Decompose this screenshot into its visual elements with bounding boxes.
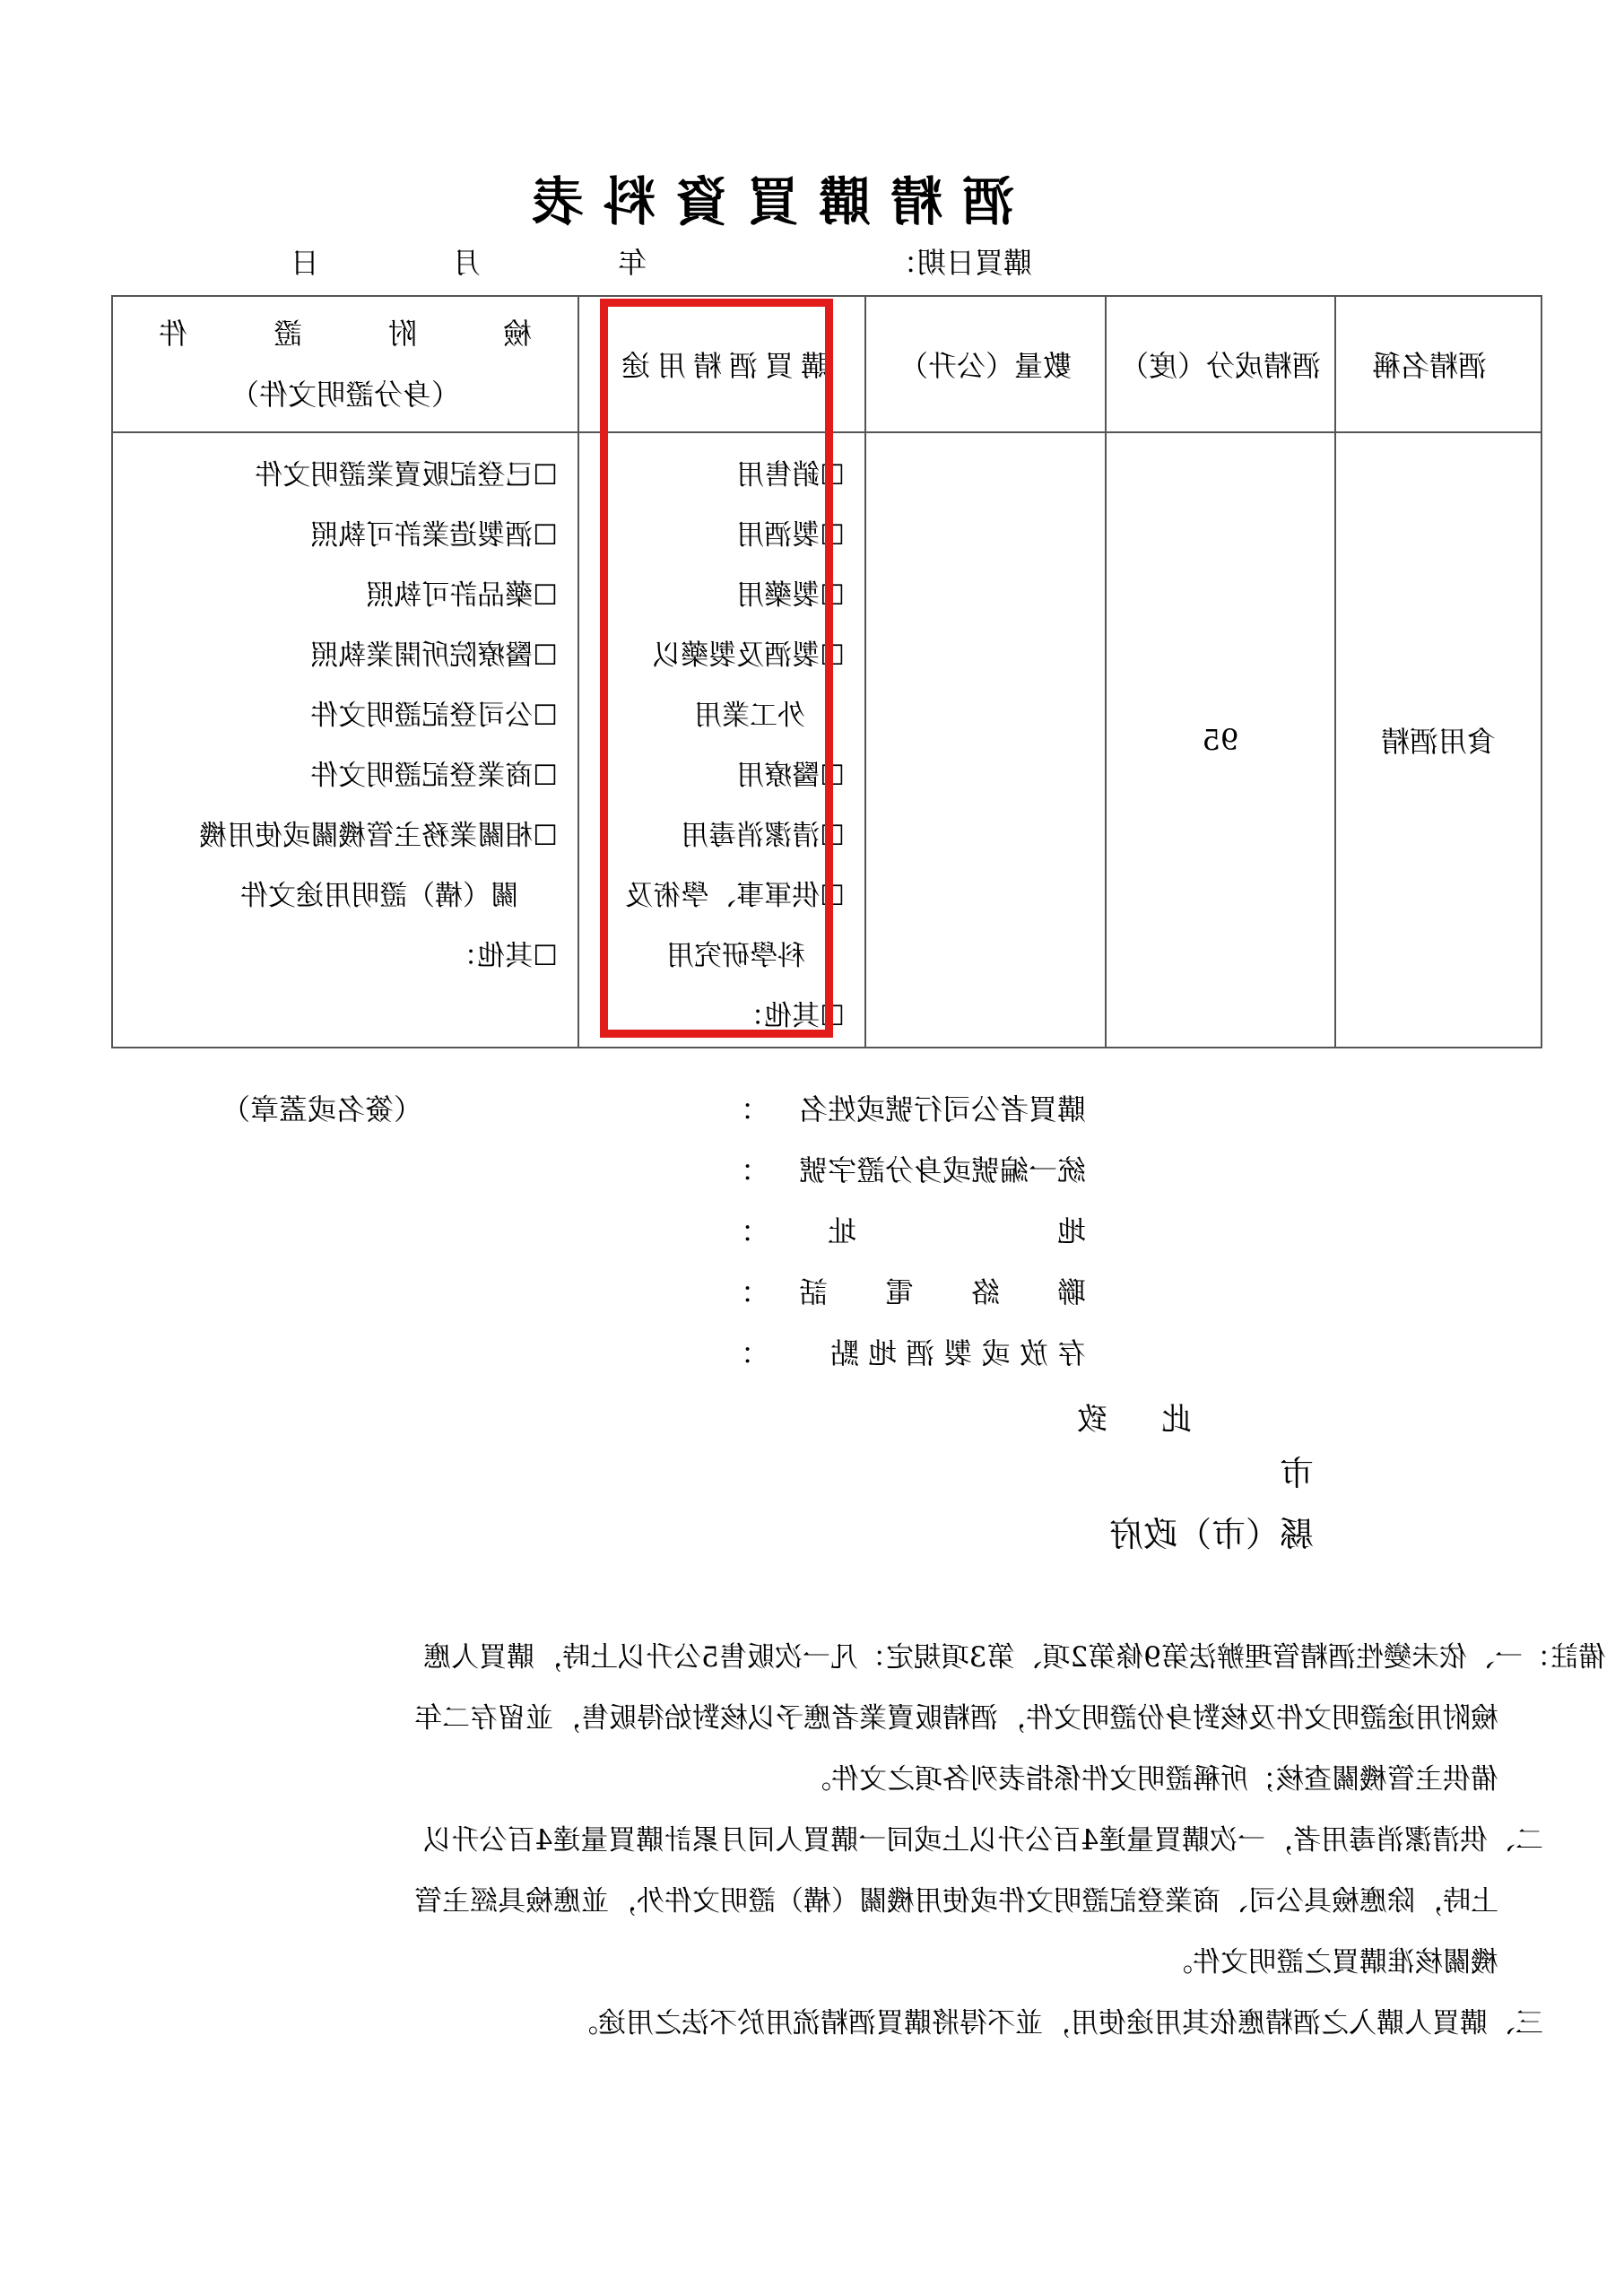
note-1-line-1: 備註：一、依未變性酒精管理辦法第9條第2項、第3項規定：凡一次販售5公升以上時，購買人應: [423, 1641, 1606, 1674]
cell-alcohol-name: 食用酒精: [1335, 432, 1541, 1048]
purpose-option[interactable]: ☐製酒及製藥以: [653, 639, 845, 672]
purpose-option-continued: 科學研究用: [666, 940, 805, 972]
recipient-city: 市: [1279, 1454, 1314, 1493]
buyer-name-label: 購買者公司行號或姓名: [798, 1092, 1086, 1126]
note-3-line-1: 三、購買人購入之酒精應依其用途使用，並不得將購買酒精流用於不法之用途。: [570, 2007, 1543, 2039]
attachment-option-continued: 關（構）證明用途文件: [240, 880, 518, 912]
recipient-county-government: 縣（市）政府: [1108, 1515, 1314, 1554]
attachment-option[interactable]: ☐商業登記證明文件: [310, 760, 558, 792]
storage-location-row: [725, 1331, 1086, 1372]
attachment-list: [112, 432, 578, 1048]
colon: ：: [725, 1275, 754, 1309]
colon: ：: [725, 1336, 754, 1370]
buyer-name-row: [725, 1087, 1086, 1128]
header-quantity: 數量（公升）: [865, 296, 1106, 432]
header-attached-documents: [112, 296, 578, 432]
attachment-option[interactable]: ☐酒製造業許可執照: [310, 519, 558, 552]
form-title: 酒精購買資料表: [511, 171, 1014, 232]
attachment-option[interactable]: ☐相關業務主管機關或使用機: [199, 820, 558, 852]
purpose-option[interactable]: ☐供軍事、學術及: [625, 880, 845, 912]
buyer-address-label: 地 址: [827, 1214, 1086, 1248]
attachment-option[interactable]: ☐其他：: [449, 940, 558, 972]
colon: ：: [725, 1153, 754, 1187]
purpose-option[interactable]: ☐製藥用: [736, 579, 845, 612]
date-day-label: 日: [290, 246, 319, 280]
note-2-line-3: 機關核准購買之證明文件。: [1165, 1946, 1498, 1979]
quantity-column-highlight: [600, 299, 833, 1038]
header-attach-line1: 檢 附 證 件: [159, 317, 533, 351]
header-alcohol-name: 酒精名稱: [1335, 296, 1541, 432]
attachment-option[interactable]: ☐藥品許可執照: [366, 579, 558, 612]
colon: ：: [725, 1214, 754, 1248]
purpose-option[interactable]: ☐銷售用: [736, 459, 845, 491]
signature-note: （簽名或蓋章）: [221, 1092, 422, 1126]
note-2-line-1: 二、供清潔消毒用者，一次購買量達4百公升以上或同一購買人同月累計購買量達4百公升以: [423, 1824, 1543, 1857]
note-2-line-2: 上時，除應檢具公司、商業登記證明文件或使用機關（構）證明文件外，並應檢具經主管: [414, 1885, 1498, 1918]
purpose-option[interactable]: ☐製酒用: [736, 519, 845, 552]
note-1-line-3: 備供主管機關查核；所稱證明文件係指表列各項之文件。: [803, 1763, 1498, 1796]
salutation: 此致: [1023, 1402, 1192, 1438]
purpose-option[interactable]: ☐醫療用: [736, 760, 845, 792]
buyer-id-row: [725, 1148, 1086, 1189]
cell-alcohol-content: 95: [1106, 432, 1335, 1048]
date-month-label: 月: [451, 246, 481, 280]
purpose-option-continued: 外工業用: [694, 700, 805, 732]
header-purchase-purpose: 購買酒精用途: [578, 296, 865, 432]
header-alcohol-content: 酒精成分（度）: [1106, 296, 1335, 432]
note-1-line-2: 檢附用途證明文件及核對身份證明文件，酒精販賣業者應予以核對始得販售，並留存二年: [414, 1702, 1498, 1735]
header-attach-line2: （身分證明文件）: [230, 378, 461, 412]
buyer-address-row: [725, 1209, 1086, 1250]
cell-quantity[interactable]: [865, 432, 1106, 1048]
attachment-option[interactable]: ☐已登記販賣業證明文件: [255, 459, 558, 491]
purpose-option[interactable]: ☐清潔消毒用: [681, 820, 845, 852]
attachment-option[interactable]: ☐醫療院所開業執照: [310, 639, 558, 672]
buyer-phone-row: [725, 1270, 1086, 1311]
buyer-id-label: 統一編號或身分證字號: [798, 1153, 1086, 1187]
attachment-option[interactable]: ☐公司登記證明文件: [310, 700, 558, 732]
purchase-date-label: 購買日期：: [888, 246, 1032, 280]
storage-location-label: 存 放 或 製 酒 地 點: [829, 1336, 1086, 1370]
purpose-option[interactable]: ☐其他：: [736, 1000, 845, 1032]
date-year-label: 年: [617, 246, 647, 280]
buyer-phone-label: 聯 絡 電 話: [798, 1275, 1086, 1309]
colon: ：: [725, 1092, 754, 1126]
